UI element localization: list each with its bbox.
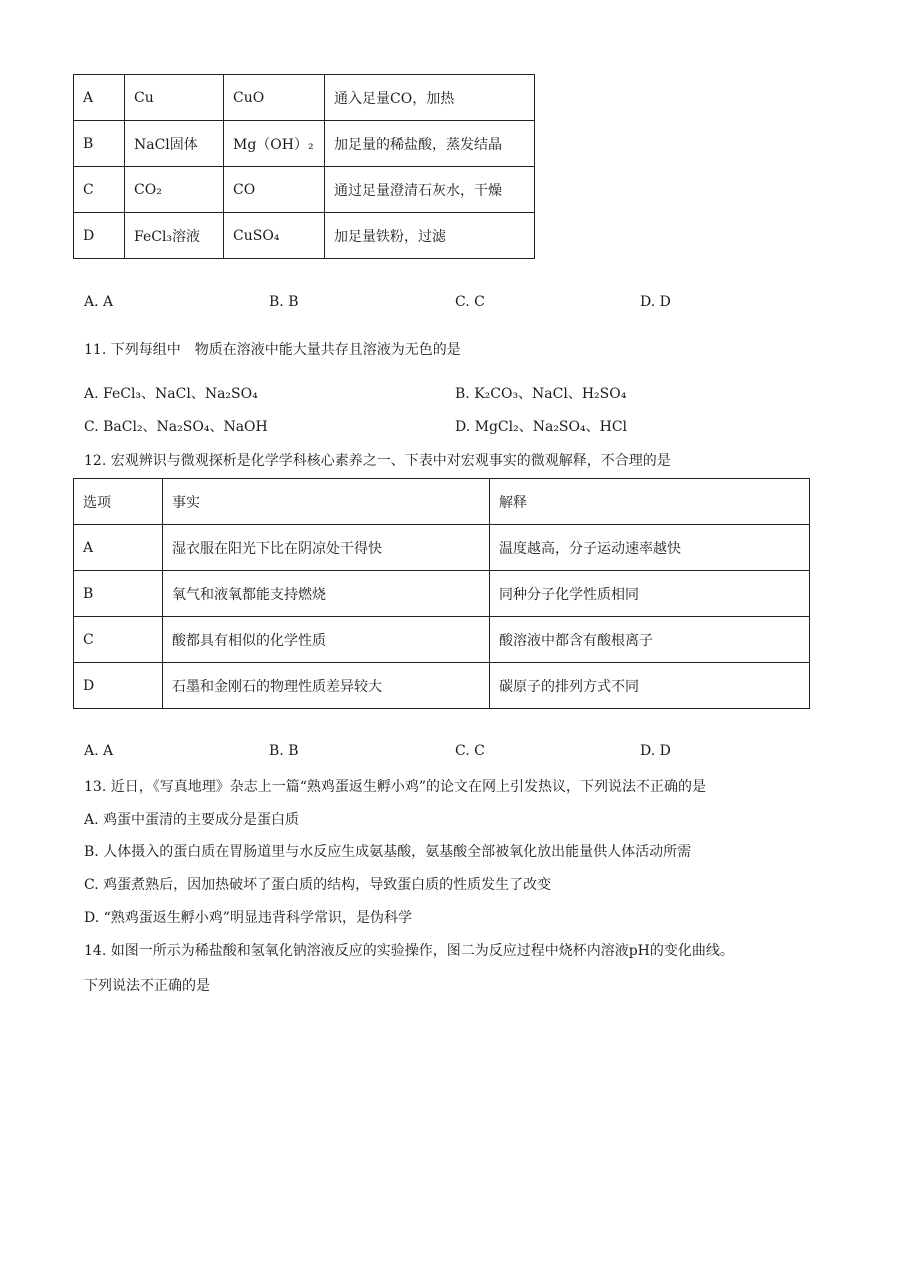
- table-cell: 加足量的稀盐酸，蒸发结晶: [325, 121, 535, 167]
- table-cell: 同种分子化学性质相同: [490, 571, 810, 617]
- q10-option-a: A. A: [84, 294, 114, 310]
- q12-stem: 12. 宏观辨识与微观探析是化学学科核心素养之一、下表中对宏观事实的微观解释，不合理的是: [84, 453, 671, 469]
- q13-option-b: B. 人体摄入的蛋白质在胃肠道里与水反应生成氨基酸，氨基酸全部被氧化放出能量供人体活动所需: [84, 844, 692, 860]
- table-header: 选项: [74, 479, 163, 525]
- table-cell: 温度越高，分子运动速率越快: [490, 525, 810, 571]
- table-cell: 通入足量CO，加热: [325, 75, 535, 121]
- q10-option-d: D. D: [640, 294, 671, 310]
- table-cell: 碳原子的排列方式不同: [490, 663, 810, 709]
- q13-option-a: A. 鸡蛋中蛋清的主要成分是蛋白质: [84, 812, 300, 828]
- table-cell: CuSO₄: [224, 213, 325, 259]
- q13-option-d: D. “熟鸡蛋返生孵小鸡”明显违背科学常识，是伪科学: [84, 910, 412, 926]
- table-cell: D: [74, 213, 125, 259]
- table-cell: C: [74, 617, 163, 663]
- table-cell: 酸都具有相似的化学性质: [163, 617, 490, 663]
- table-cell: CO: [224, 167, 325, 213]
- explanation-table: [73, 478, 810, 709]
- table-cell: Cu: [125, 75, 224, 121]
- q14-stem-line1: 14. 如图一所示为稀盐酸和氢氧化钠溶液反应的实验操作，图二为反应过程中烧杯内溶液pH的变化曲线。: [84, 943, 734, 959]
- q12-option-d: D. D: [640, 743, 671, 759]
- table-cell: A: [74, 525, 163, 571]
- table-cell: 石墨和金刚石的物理性质差异较大: [163, 663, 490, 709]
- q13-option-c: C. 鸡蛋煮熟后，因加热破坏了蛋白质的结构，导致蛋白质的性质发生了改变: [84, 877, 552, 893]
- table-cell: C: [74, 167, 125, 213]
- table-cell: FeCl₃溶液: [125, 213, 224, 259]
- q11-stem: 11. 下列每组中 物质在溶液中能大量共存且溶液为无色的是: [84, 342, 461, 358]
- table-cell: B: [74, 121, 125, 167]
- table-header: 事实: [163, 479, 490, 525]
- table-cell: Mg（OH）₂: [224, 121, 325, 167]
- table-cell: CO₂: [125, 167, 224, 213]
- q12-option-a: A. A: [84, 743, 114, 759]
- q11-option-c: C. BaCl₂、Na₂SO₄、NaOH: [84, 419, 268, 435]
- q10-option-c: C. C: [455, 294, 485, 310]
- q11-option-a: A. FeCl₃、NaCl、Na₂SO₄: [84, 386, 258, 402]
- q13-stem: 13. 近日，《写真地理》杂志上一篇“熟鸡蛋返生孵小鸡”的论文在网上引发热议，下列说法不正确的是: [84, 779, 707, 795]
- q12-option-b: B. B: [269, 743, 299, 759]
- q10-option-b: B. B: [269, 294, 299, 310]
- table-cell: A: [74, 75, 125, 121]
- q11-option-b: B. K₂CO₃、NaCl、H₂SO₄: [455, 386, 627, 402]
- table-cell: D: [74, 663, 163, 709]
- table-cell: 湿衣服在阳光下比在阴凉处干得快: [163, 525, 490, 571]
- table-cell: 氧气和液氧都能支持燃烧: [163, 571, 490, 617]
- table-cell: B: [74, 571, 163, 617]
- q14-stem-line2: 下列说法不正确的是: [84, 978, 210, 994]
- table-cell: 酸溶液中都含有酸根离子: [490, 617, 810, 663]
- table-cell: 通过足量澄清石灰水，干燥: [325, 167, 535, 213]
- q11-option-d: D. MgCl₂、Na₂SO₄、HCl: [455, 419, 628, 435]
- table-cell: NaCl固体: [125, 121, 224, 167]
- impurity-table: [73, 74, 535, 259]
- table-header: 解释: [490, 479, 810, 525]
- table-cell: CuO: [224, 75, 325, 121]
- table-cell: 加足量铁粉，过滤: [325, 213, 535, 259]
- q12-option-c: C. C: [455, 743, 485, 759]
